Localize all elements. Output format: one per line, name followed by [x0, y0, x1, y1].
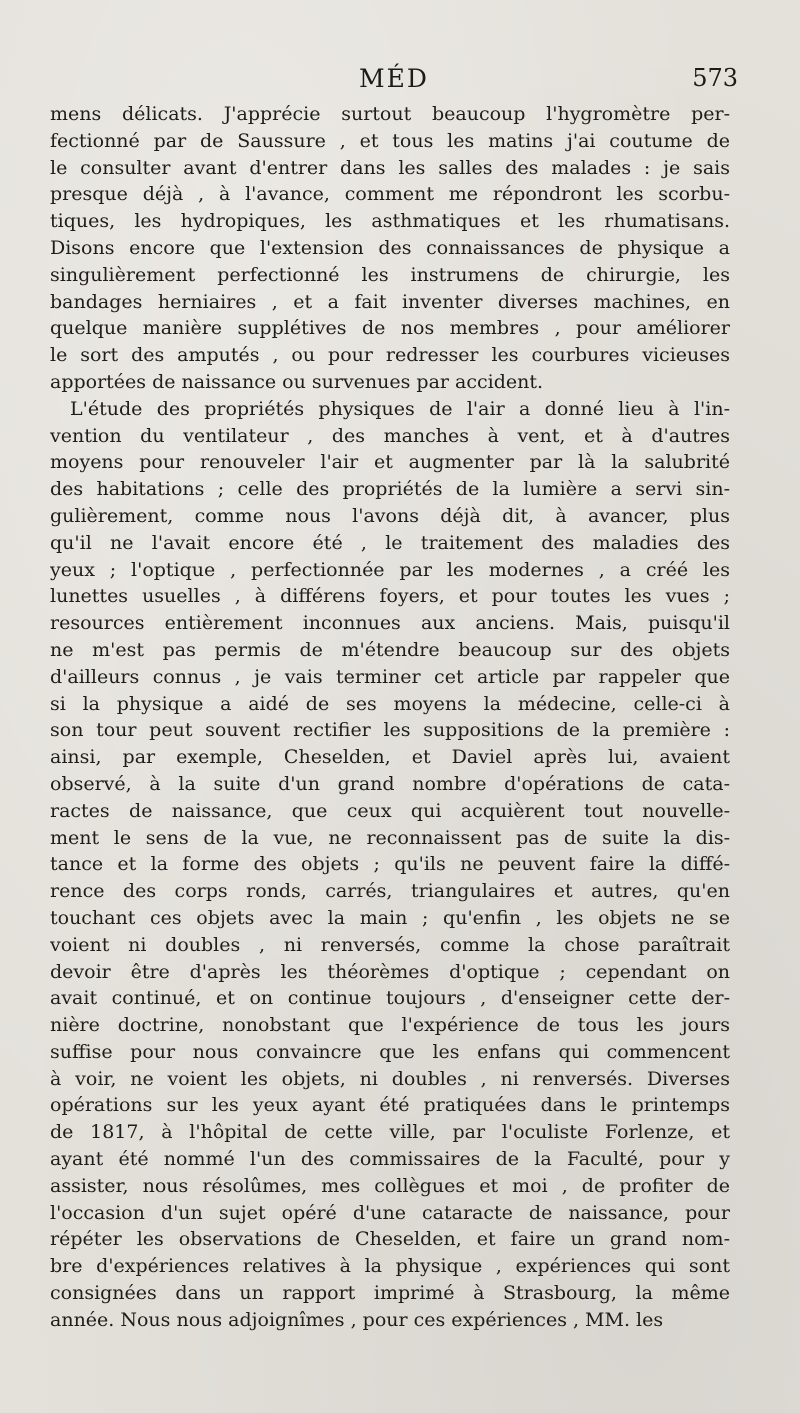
text-line: ayant été nommé l'un des commissaires de la Faculté, pour y [50, 1148, 730, 1171]
text-line: tance et la forme des objets ; qu'ils ne peuvent faire la diffé- [50, 853, 730, 876]
text-line: des habitations ; celle des propriétés de la lumière a servi sin- [50, 478, 730, 501]
text-line: touchant ces objets avec la main ; qu'enfin , les objets ne se [50, 906, 730, 929]
text-line: ne m'est pas permis de m'étendre beaucoup sur des objets [50, 638, 730, 661]
text-line: répéter les observations de Cheselden, et faire un grand nom- [50, 1228, 730, 1251]
text-line: vention du ventilateur , des manches à vent, et à d'autres [50, 424, 730, 447]
text-line: fectionné par de Saussure , et tous les matins j'ai coutume de [50, 129, 730, 152]
text-line: observé, à la suite d'un grand nombre d'opérations de cata- [50, 772, 730, 795]
text-line: d'ailleurs connus , je vais terminer cet article par rappeler que [50, 665, 730, 688]
text-line: quelque manière supplétives de nos membres , pour améliorer [50, 317, 730, 340]
text-line: L'étude des propriétés physiques de l'air a donné lieu à l'in- [70, 397, 730, 420]
text-line: avait continué, et on continue toujours , d'enseigner cette der- [50, 987, 730, 1010]
text-line: yeux ; l'optique , perfectionnée par les modernes , a créé les [50, 558, 730, 581]
running-head: MÉD [359, 64, 429, 93]
text-line: l'occasion d'un sujet opéré d'une cataracte de naissance, pour [50, 1201, 730, 1224]
text-line: Disons encore que l'extension des connaissances de physique a [50, 236, 730, 259]
text-line: si la physique a aidé de ses moyens la médecine, celle-ci à [50, 692, 730, 715]
text-line: rence des corps ronds, carrés, triangulaires et autres, qu'en [50, 880, 730, 903]
text-line: année. Nous nous adjoignîmes , pour ces expériences , MM. les [50, 1308, 664, 1331]
text-line: presque déjà , à l'avance, comment me répondront les scorbu- [50, 183, 730, 206]
text-line: devoir être d'après les théorèmes d'optique ; cependant on [50, 960, 730, 983]
text-line: mens délicats. J'apprécie surtout beaucoup l'hygromètre per- [50, 103, 730, 125]
text-line: consignées dans un rapport imprimé à Strasbourg, la même [50, 1282, 730, 1305]
text-line: singulièrement perfectionné les instrumens de chirurgie, les [50, 263, 730, 286]
text-line: ractes de naissance, que ceux qui acquièrent tout nouvelle- [50, 799, 730, 822]
text-line: son tour peut souvent rectifier les suppositions de la première : [50, 719, 730, 742]
text-line: suffise pour nous convaincre que les enfans qui commencent [50, 1040, 730, 1063]
body-text [50, 101, 730, 1334]
text-line: à voir, ne voient les objets, ni doubles , ni renversés. Diverses [50, 1067, 730, 1090]
text-line: resources entièrement inconnues aux anciens. Mais, puisqu'il [50, 612, 730, 635]
text-line: apportées de naissance ou survenues par accident. [50, 370, 544, 393]
page-header [50, 64, 738, 98]
text-line: gulièrement, comme nous l'avons déjà dit, à avancer, plus [50, 504, 730, 527]
text-line: ment le sens de la vue, ne reconnaissent pas de suite la dis- [50, 826, 730, 849]
text-line: moyens pour renouveler l'air et augmenter par là la salubrité [50, 451, 730, 474]
text-line: de 1817, à l'hôpital de cette ville, par l'oculiste Forlenze, et [50, 1121, 730, 1144]
text-line: voient ni doubles , ni renversés, comme la chose paraîtrait [50, 933, 730, 956]
text-line: nière doctrine, nonobstant que l'expérience de tous les jours [50, 1014, 730, 1037]
text-line: tiques, les hydropiques, les asthmatiques et les rhumatisans. [50, 210, 730, 233]
text-line: ainsi, par exemple, Cheselden, et Daviel après lui, avaient [50, 746, 730, 769]
text-line: qu'il ne l'avait encore été , le traitement des maladies des [50, 531, 730, 554]
text-line: bre d'expériences relatives à la physique , expériences qui sont [50, 1255, 730, 1278]
text-line: opérations sur les yeux ayant été pratiquées dans le printemps [50, 1094, 730, 1117]
text-line: lunettes usuelles , à différens foyers, et pour toutes les vues ; [50, 585, 730, 608]
text-line: bandages herniaires , et a fait inventer diverses machines, en [50, 290, 730, 313]
text-line: le sort des amputés , ou pour redresser les courbures vicieuses [50, 344, 730, 367]
text-line: assister, nous résolûmes, mes collègues et moi , de profiter de [50, 1174, 730, 1197]
page-number: 573 [692, 64, 738, 92]
text-line: le consulter avant d'entrer dans les salles des malades : je sais [50, 156, 730, 179]
